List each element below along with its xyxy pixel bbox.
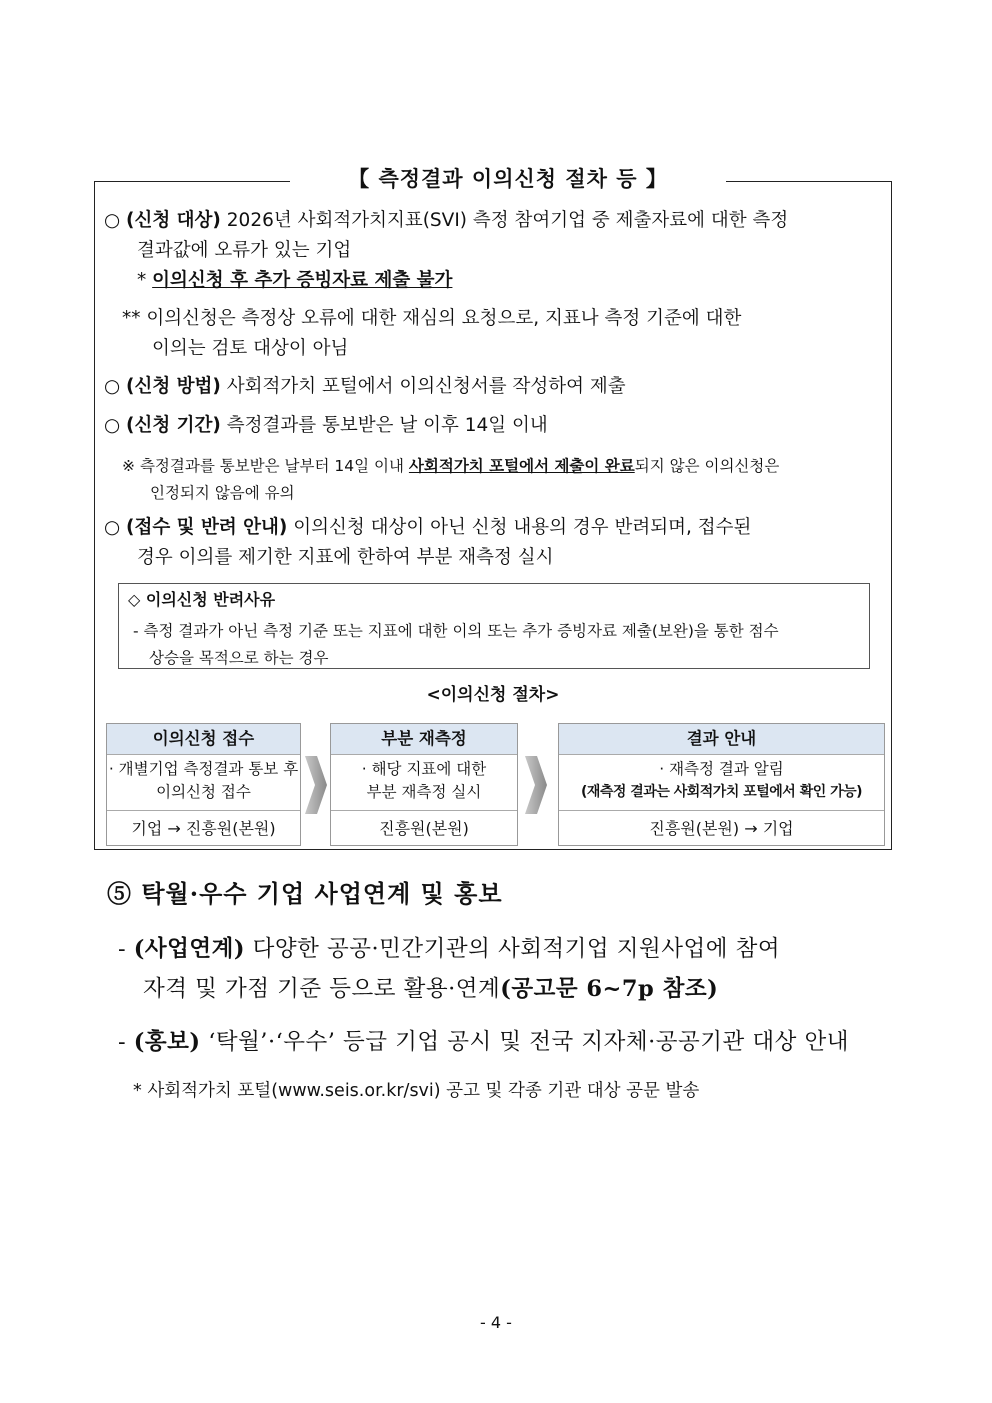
item-text-cont: 경우 이의를 제기한 지표에 한하여 부분 재측정 실시 [137, 547, 554, 568]
step-footer: 진흥원(본원) → 기업 [649, 819, 794, 838]
dash: - [118, 1029, 127, 1055]
step-header: 이의신청 접수 [107, 724, 300, 755]
step-body [559, 755, 884, 811]
section-item-text-cont [143, 971, 718, 1003]
item-label: (접수 및 반려 안내) [126, 517, 288, 538]
step-text: 이의신청 접수 [156, 783, 251, 801]
step-text: · 해당 지표에 대한 [361, 760, 487, 778]
step-text: 부분 재측정 실시 [366, 783, 482, 801]
item-applicant [104, 208, 788, 234]
section-item-promotion [118, 1024, 849, 1056]
item-text: ‘탁월’·‘우수’ 등급 기업 공시 및 전국 지자체·공공기관 대상 안내 [208, 1029, 849, 1055]
note-mark: ※ [122, 457, 135, 475]
step-footer: 진흥원(본원) [379, 819, 469, 838]
note-text: 이의신청은 측정상 오류에 대한 재심의 요청으로, 지표나 측정 기준에 대한 [146, 308, 742, 329]
section-title: ⑤ 탁월·우수 기업 사업연계 및 홍보 [107, 879, 503, 908]
note-mark: ** [122, 308, 141, 329]
item-receipt-return [104, 515, 751, 541]
reject-text-cont: 상승을 목적으로 하는 경우 [149, 649, 329, 667]
item-text: 2026년 사회적가치지표(SVI) 측정 참여기업 중 제출자료에 대한 측정 [226, 210, 789, 231]
step-text: · 개별기업 측정결과 통보 후 [108, 760, 299, 778]
bullet: ○ [104, 210, 121, 231]
note-text-cont: 인정되지 않음에 유의 [150, 484, 295, 502]
reject-title: ◇ 이의신청 반려사유 [128, 590, 276, 609]
step-body [331, 755, 517, 811]
section-note: * 사회적가치 포털(www.seis.or.kr/svi) 공고 및 각종 기관 대상 공문 발송 [133, 1081, 700, 1101]
chevron-right-icon [303, 754, 329, 816]
note-deadline [122, 454, 779, 478]
item-text: 다양한 공공·민간기관의 사회적기업 지원사업에 참여 [252, 936, 781, 962]
item-label: (홍보) [133, 1029, 201, 1055]
bullet: ○ [104, 415, 121, 436]
item-label: (사업연계) [133, 936, 245, 962]
note-text: 되지 않은 이의신청은 [634, 457, 780, 475]
step-text: (재측정 결과는 사회적가치 포털에서 확인 가능) [580, 784, 863, 800]
bullet: ○ [104, 517, 121, 538]
step-header: 부분 재측정 [331, 724, 517, 755]
item-text: 측정결과를 통보받은 날 이후 14일 이내 [226, 415, 548, 436]
item-method [104, 374, 626, 400]
note-text-cont: 이의는 검토 대상이 아님 [152, 338, 349, 359]
step-body [107, 755, 300, 811]
process-title: <이의신청 절차> [426, 685, 560, 705]
reject-text: - 측정 결과가 아닌 측정 기준 또는 지표에 대한 이의 또는 추가 증빙자료 제출(보완)을 통한 점수 [133, 622, 779, 640]
step-header: 결과 안내 [559, 724, 884, 755]
item-label: (신청 기간) [126, 415, 221, 436]
item-text-cont: 결과값에 오류가 있는 기업 [137, 240, 352, 261]
item-label: (신청 대상) [126, 210, 221, 231]
step-text: · 재측정 결과 알림 [659, 760, 784, 778]
note-text: 이의신청 후 추가 증빙자료 제출 불가 [152, 270, 453, 291]
note-mark: * [137, 270, 147, 291]
chevron-right-icon [523, 754, 549, 816]
item-text: 사회적가치 포털에서 이의신청서를 작성하여 제출 [226, 376, 626, 397]
section-item-business-link [118, 931, 780, 963]
item-ref: (공고문 6~7p 참조) [500, 976, 719, 1002]
note-text: 측정결과를 통보받은 날부터 14일 이내 [139, 457, 409, 475]
bullet: ○ [104, 376, 121, 397]
item-label: (신청 방법) [126, 376, 221, 397]
note-review-scope [122, 306, 741, 332]
dash: - [118, 936, 127, 962]
item-text: 자격 및 가점 기준 등으로 활용·연계 [143, 976, 501, 1002]
process-step-receipt [106, 723, 301, 846]
process-step-remeasure [330, 723, 518, 846]
step-footer: 기업 → 진흥원(본원) [131, 819, 276, 838]
page-number: - 4 - [480, 1313, 512, 1332]
process-step-result [558, 723, 885, 846]
note-underline: 사회적가치 포털에서 제출이 완료 [408, 457, 635, 475]
box-title: 【 측정결과 이의신청 절차 등 】 [290, 160, 726, 198]
item-text: 이의신청 대상이 아닌 신청 내용의 경우 반려되며, 접수된 [293, 517, 752, 538]
item-period [104, 413, 548, 439]
note-no-extra-evidence [137, 268, 452, 294]
